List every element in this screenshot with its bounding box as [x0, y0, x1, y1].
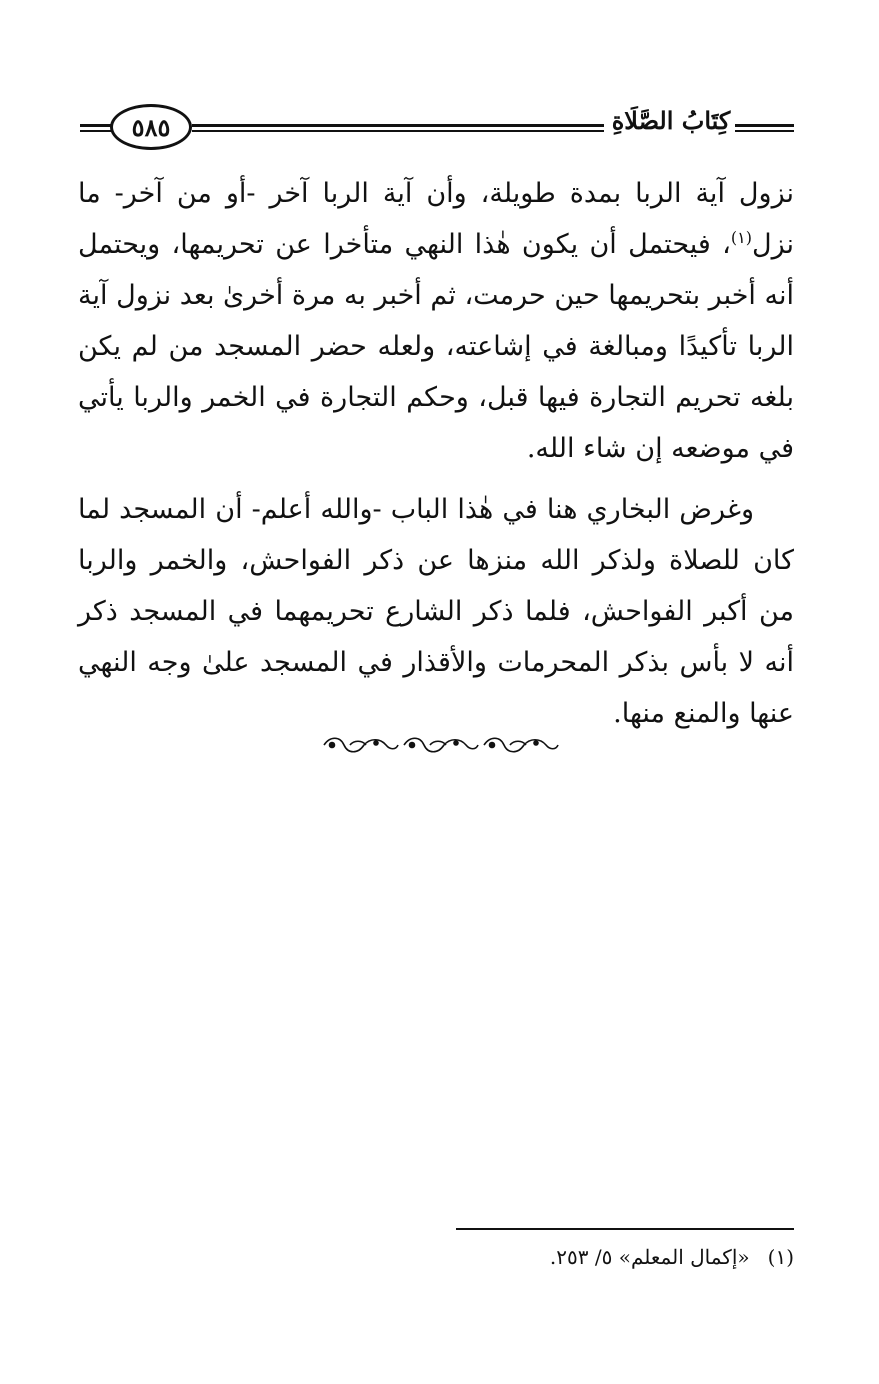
footnote-1: [456, 1245, 794, 1269]
footnote-reference: (١): [730, 228, 752, 247]
page-header: [80, 100, 794, 160]
page-number: ٥٨٥: [110, 104, 192, 150]
footnote-text: «إكمال المعلم» ٥/ ٢٥٣.: [549, 1245, 750, 1269]
main-text: [78, 168, 794, 749]
paragraph-1: [78, 168, 794, 474]
paragraph-1-continuation: ، فيحتمل أن يكون هٰذا النهي متأخرا عن تحريمها، ويحتمل أنه أخبر بتحريمها حين حرمت، ثم أخبر به مرة أخرىٰ بعد نزول آية الربا تأكيدًا ومبالغة في إشاعته، ولعله حضر المسجد من لم يكن بلغه تحريم التجارة فيها قبل، وحكم التجارة في الخمر والربا يأتي في موضعه إن شاء الله.: [78, 229, 794, 464]
paragraph-1-text: نزول آية الربا بمدة طويلة، وأن آية الربا آخر -أو من آخر- ما نزل: [78, 178, 794, 260]
floral-divider-icon: [320, 732, 560, 758]
paragraph-2: وغرض البخاري هنا في هٰذا الباب -والله أعلم- أن المسجد لما كان للصلاة ولذكر الله منزها عن ذكر الفواحش، والخمر والربا من أكبر الفواحش، فلما ذكر الشارع تحريمهما في المسجد ذكر أنه لا بأس بذكر المحرمات والأقذار في المسجد علىٰ وجه النهي عنها والمنع منها.: [78, 494, 794, 729]
footnote-number: (١): [767, 1245, 794, 1269]
footnote-separator: [456, 1228, 794, 1230]
running-title: كِتَابُ الصَّلَاةِ: [611, 106, 731, 135]
